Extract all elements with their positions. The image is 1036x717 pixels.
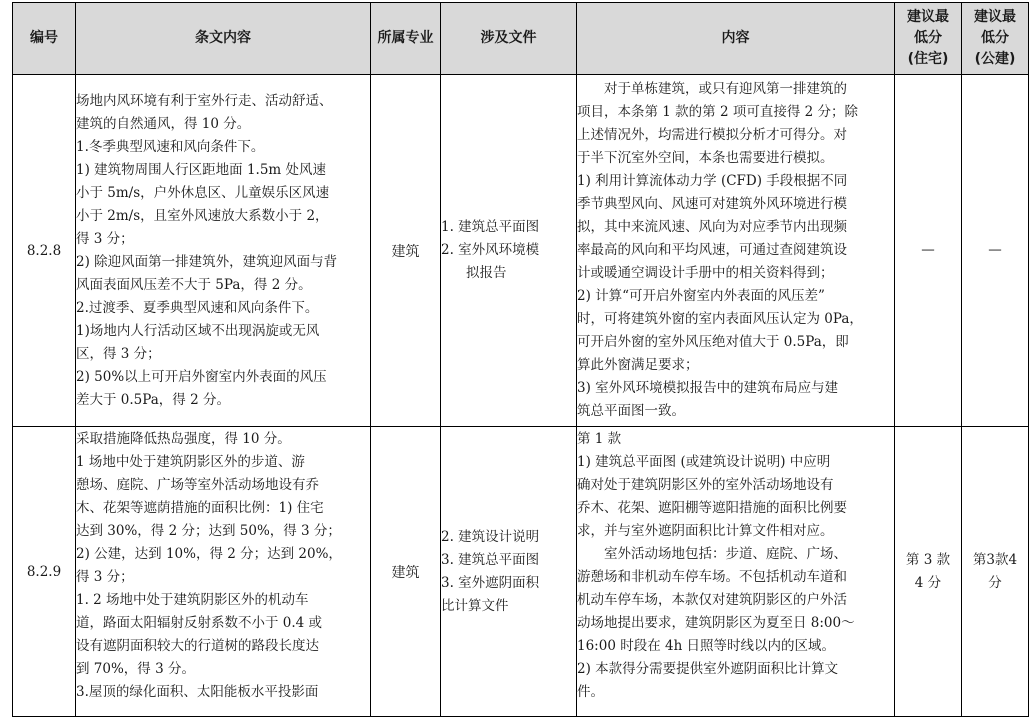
content-line: 3) 室外风环境模拟报告中的建筑布局应与建 — [577, 380, 839, 396]
content-line: 季节典型风向、风速可对建筑外风环境进行模 — [577, 196, 847, 212]
clause-line: 憩场、庭院、广场等室外活动场地设有乔 — [76, 477, 319, 493]
header-line: 低分 — [981, 30, 1009, 46]
col-header-discipline: 所属专业 — [371, 3, 441, 75]
clause-line: 得 3 分； — [76, 230, 134, 247]
score-line: 第 3 款 — [905, 551, 951, 568]
spec-table — [12, 2, 1029, 717]
content-cell — [577, 75, 895, 427]
content-cell — [577, 427, 895, 717]
clause-line: 1)场地内人行活动区域不出现涡旋或无风 — [76, 322, 320, 339]
clause-line: 得 3 分； — [76, 569, 134, 585]
content-line: 确对处于建筑阴影区外的室外活动场地设有 — [577, 477, 834, 493]
content-line: 拟，其中来流风速、风向为对应季节内出现频 — [577, 219, 847, 235]
clause-line: 1 场地中处于建筑阴影区外的步道、游 — [76, 454, 305, 470]
content-line: 于半下沉室外空间，本条也需要进行模拟。 — [577, 150, 834, 166]
clause-line: 2) 除迎风面第一排建筑外，建筑迎风面与背 — [76, 253, 338, 270]
header-row — [13, 3, 1029, 75]
content-line: 项目，本条第 1 款的第 2 项可直接得 2 分；除 — [577, 104, 859, 120]
clause-line: 差大于 0.5Pa，得 2 分。 — [76, 391, 230, 408]
score-line: — — [988, 242, 1002, 258]
content-line: 求，并与室外遮阴面积比计算文件相对应。 — [577, 523, 834, 539]
clause-line: 小于 5m/s，户外休息区、儿童娱乐区风速 — [76, 184, 330, 201]
score-line: — — [921, 242, 935, 258]
min-score-public — [962, 75, 1029, 427]
content-line: 率最高的风向和平均风速，可通过查阅建筑设 — [577, 242, 847, 258]
discipline-cell: 建筑 — [371, 75, 441, 427]
clause-line: 1.冬季典型风速和风向条件下。 — [76, 138, 265, 155]
clause-line: 2) 50%以上可开启外窗室内外表面的风压 — [76, 368, 327, 385]
file-line: 拟报告 — [466, 265, 507, 281]
content-line: 对于单栋建筑，或只有迎风第一排建筑的 — [604, 81, 847, 97]
min-score-public — [962, 427, 1029, 717]
clause-line: 风面表面风压差不大于 5Pa，得 2 分。 — [76, 276, 312, 293]
content-line: 动场地提出要求，建筑阴影区为夏至日 8:00～ — [577, 615, 855, 631]
content-line: 16:00 时段在 4h 日照等时线以内的区域。 — [577, 638, 836, 654]
col-header-clause: 条文内容 — [76, 3, 371, 75]
file-line: 1. 建筑总平面图 — [441, 219, 540, 235]
clause-text — [76, 75, 371, 427]
clause-line: 采取措施降低热岛强度，得 10 分。 — [76, 431, 291, 447]
clause-number: 8.2.8 — [13, 75, 76, 427]
min-score-residential — [895, 427, 962, 717]
content-line: 算此外窗满足要求； — [577, 357, 699, 373]
header-line: 低分 — [914, 30, 942, 46]
file-line: 2. 室外风环境模 — [441, 242, 540, 258]
discipline-cell: 建筑 — [371, 427, 441, 717]
clause-line: 1. 2 场地中处于建筑阴影区外的机动车 — [76, 592, 309, 608]
col-header-content: 内容 — [577, 3, 895, 75]
file-line: 比计算文件 — [441, 597, 509, 614]
col-header-num: 编号 — [13, 3, 76, 75]
header-line: (公建) — [974, 51, 1016, 67]
header-line: 建议最 — [974, 9, 1016, 25]
table-row-8-2-8 — [13, 75, 1029, 427]
files-cell — [441, 427, 577, 717]
score-line: 第3款4 — [972, 551, 1018, 568]
clause-line: 道，路面太阳辐射反射系数不小于 0.4 或 — [76, 615, 323, 631]
content-line: 2) 计算“可开启外窗室内外表面的风压差” — [577, 288, 825, 304]
file-line: 2. 建筑设计说明 — [441, 528, 540, 545]
content-line: 件。 — [577, 684, 604, 700]
content-line: 机动车停车场，本款仅对建筑阴影区的户外活 — [577, 592, 847, 608]
content-line: 可开启外窗的室外风压绝对值大于 0.5Pa，即 — [577, 334, 849, 350]
clause-line: 设有遮阴面积较大的行道树的路段长度达 — [76, 638, 319, 654]
clause-line: 建筑的自然通风，得 10 分。 — [76, 115, 251, 132]
files-cell — [441, 75, 577, 427]
col-header-min-residential — [895, 3, 962, 75]
clause-line: 2.过渡季、夏季典型风速和风向条件下。 — [76, 299, 319, 316]
col-header-files: 涉及文件 — [441, 3, 577, 75]
content-line: 筑总平面图一致。 — [577, 403, 685, 419]
content-line: 上述情况外，均需进行模拟分析才可得分。对 — [577, 127, 847, 143]
clause-number: 8.2.9 — [13, 427, 76, 717]
content-line: 1) 建筑总平面图 (或建筑设计说明) 中应明 — [577, 454, 831, 470]
clause-line: 2) 公建，达到 10%，得 2 分；达到 20%， — [76, 546, 342, 562]
clause-text — [76, 427, 371, 717]
content-line: 乔木、花架、遮阳棚等遮阳措施的面积比例要 — [577, 500, 847, 516]
min-score-residential — [895, 75, 962, 427]
content-line: 2) 本款得分需要提供室外遮阴面积比计算文 — [577, 661, 839, 677]
header-line: 建议最 — [907, 9, 949, 25]
content-line: 第 1 款 — [577, 431, 622, 447]
file-line: 3. 建筑总平面图 — [441, 551, 540, 568]
score-line: 4 分 — [914, 574, 942, 591]
header-line: (住宅) — [907, 51, 949, 67]
content-line: 室外活动场地包括：步道、庭院、广场、 — [604, 546, 847, 562]
col-header-min-public — [962, 3, 1029, 75]
table-row-8-2-9 — [13, 427, 1029, 717]
clause-text-clip — [76, 428, 370, 715]
content-line: 时，可将建筑外窗的室内表面风压认定为 0Pa， — [577, 311, 863, 327]
clause-line: 木、花架等遮荫措施的面积比例：1) 住宅 — [76, 500, 324, 516]
clause-line: 1) 建筑物周围人行区距地面 1.5m 处风速 — [76, 161, 327, 178]
content-text-clip — [577, 428, 894, 715]
content-line: 游憩场和非机动车停车场。不包括机动车道和 — [577, 569, 847, 585]
clause-line: 小于 2m/s，且室外风速放大系数小于 2， — [76, 207, 329, 224]
score-line: 分 — [988, 574, 1002, 591]
content-line: 1) 利用计算流体动力学 (CFD) 手段根据不同 — [577, 173, 848, 189]
clause-line: 场地内风环境有利于室外行走、活动舒适、 — [76, 92, 333, 109]
clause-line: 区，得 3 分； — [76, 345, 161, 362]
content-line: 计或暖通空调设计手册中的相关资料得到； — [577, 265, 834, 281]
file-line: 3. 室外遮阴面积 — [441, 574, 540, 591]
clause-line: 到 70%，得 3 分。 — [76, 661, 195, 677]
clause-line: 达到 30%，得 2 分；达到 50%，得 3 分； — [76, 523, 341, 539]
clause-line: 3.屋顶的绿化面积、太阳能板水平投影面 — [76, 684, 319, 700]
